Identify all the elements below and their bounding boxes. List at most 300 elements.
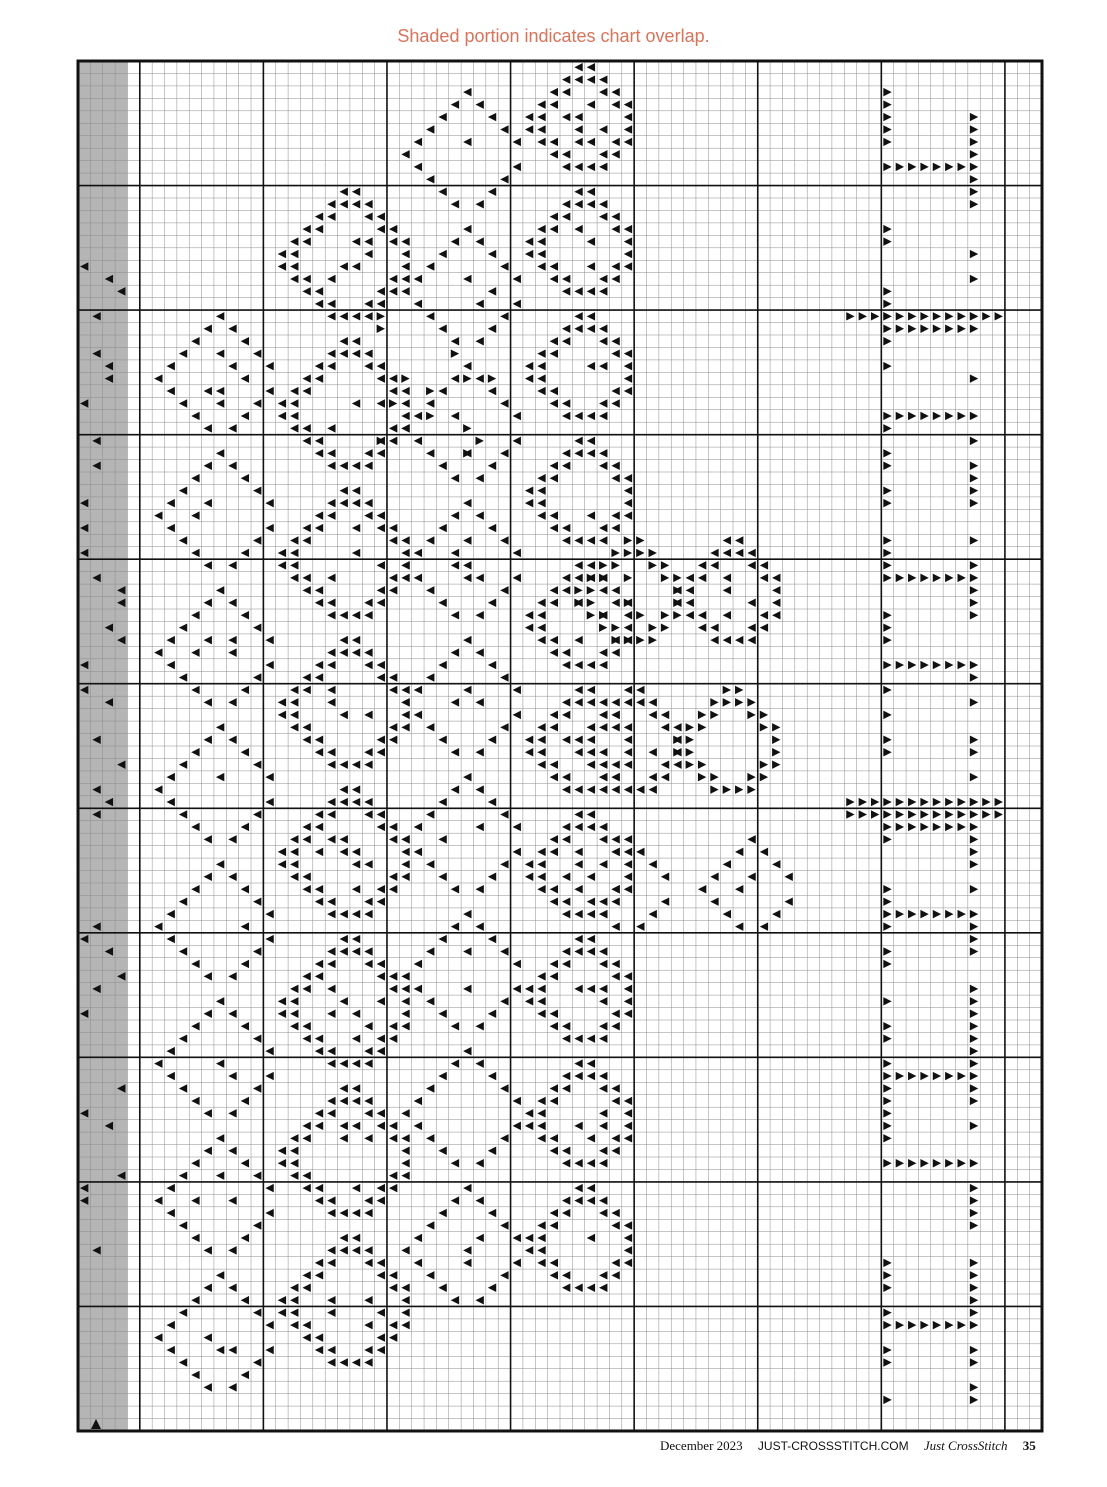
light-stitch-symbol [562,648,570,656]
light-stitch-symbol [599,648,607,656]
dark-stitch-symbol [957,412,965,420]
light-stitch-symbol [451,474,459,482]
light-stitch-symbol [327,511,335,519]
dark-stitch-symbol [970,736,978,744]
light-stitch-symbol [327,312,335,320]
light-stitch-symbol [315,823,323,831]
light-stitch-symbol [241,1234,249,1242]
light-stitch-symbol [302,1022,310,1030]
light-stitch-symbol [302,985,310,993]
light-stitch-symbol [327,1010,335,1018]
light-stitch-symbol [265,524,273,532]
light-stitch-symbol [179,947,187,955]
light-stitch-symbol [389,972,397,980]
light-stitch-symbol [562,1284,570,1292]
light-stitch-symbol [488,387,496,395]
light-stitch-symbol [340,711,348,719]
dark-stitch-symbol [970,1159,978,1167]
dark-stitch-symbol [698,760,706,768]
light-stitch-symbol [463,1246,471,1254]
light-stitch-symbol [340,760,348,768]
light-stitch-symbol [302,1171,310,1179]
light-stitch-symbol [290,723,298,731]
light-stitch-symbol [574,138,582,146]
light-stitch-symbol [204,1010,212,1018]
light-stitch-symbol [624,138,632,146]
light-stitch-symbol [649,748,657,756]
light-stitch-symbol [241,1097,249,1105]
light-stitch-symbol [438,462,446,470]
light-stitch-symbol [624,785,632,793]
light-stitch-symbol [475,1059,483,1067]
light-stitch-symbol [451,1022,459,1030]
light-stitch-symbol [302,387,310,395]
light-stitch-symbol [204,499,212,507]
light-stitch-symbol [352,1246,360,1254]
light-stitch-symbol [389,1134,397,1142]
light-stitch-symbol [401,997,409,1005]
light-stitch-symbol [401,275,409,283]
light-stitch-symbol [401,250,409,258]
dark-stitch-symbol [908,810,916,818]
light-stitch-symbol [253,399,261,407]
light-stitch-symbol [228,1346,236,1354]
light-stitch-symbol [228,1109,236,1117]
dark-stitch-symbol [945,810,953,818]
dark-stitch-symbol [883,1284,891,1292]
dark-stitch-symbol [883,1059,891,1067]
dark-stitch-symbol [970,1010,978,1018]
light-stitch-symbol [389,1034,397,1042]
light-stitch-symbol [747,873,755,881]
light-stitch-symbol [574,1034,582,1042]
dark-stitch-symbol [908,661,916,669]
dark-stitch-symbol [970,848,978,856]
light-stitch-symbol [377,1259,385,1267]
light-stitch-symbol [228,835,236,843]
dark-stitch-symbol [896,1321,904,1329]
light-stitch-symbol [599,212,607,220]
light-stitch-symbol [315,300,323,308]
light-stitch-symbol [537,736,545,744]
light-stitch-symbol [599,985,607,993]
dark-stitch-symbol [970,798,978,806]
light-stitch-symbol [340,910,348,918]
dark-stitch-symbol [970,1184,978,1192]
light-stitch-symbol [302,736,310,744]
light-stitch-symbol [401,1022,409,1030]
light-stitch-symbol [611,785,619,793]
dark-stitch-symbol [970,698,978,706]
dark-stitch-symbol [883,1022,891,1030]
light-stitch-symbol [513,711,521,719]
light-stitch-symbol [290,698,298,706]
dark-stitch-symbol [883,462,891,470]
dark-stitch-symbol [970,985,978,993]
light-stitch-symbol [377,823,385,831]
light-stitch-symbol [550,225,558,233]
light-stitch-symbol [562,835,570,843]
light-stitch-symbol [525,250,533,258]
light-stitch-symbol [167,524,175,532]
dark-stitch-symbol [970,499,978,507]
light-stitch-symbol [587,262,595,270]
light-stitch-symbol [377,399,385,407]
light-stitch-symbol [290,686,298,694]
light-stitch-symbol [167,499,175,507]
light-stitch-symbol [636,686,644,694]
light-stitch-symbol [327,1346,335,1354]
light-stitch-symbol [352,798,360,806]
dark-stitch-symbol [945,1159,953,1167]
light-stitch-symbol [241,823,249,831]
light-stitch-symbol [352,1358,360,1366]
light-stitch-symbol [710,549,718,557]
light-stitch-symbol [574,412,582,420]
light-stitch-symbol [364,1246,372,1254]
light-stitch-symbol [228,462,236,470]
dark-stitch-symbol [760,773,768,781]
light-stitch-symbol [587,736,595,744]
light-stitch-symbol [562,823,570,831]
light-stitch-symbol [537,374,545,382]
light-stitch-symbol [562,586,570,594]
light-stitch-symbol [611,1097,619,1105]
light-stitch-symbol [636,785,644,793]
light-stitch-symbol [340,1234,348,1242]
light-stitch-symbol [599,1147,607,1155]
light-stitch-symbol [414,1122,422,1130]
light-stitch-symbol [290,848,298,856]
dark-stitch-symbol [426,387,434,395]
light-stitch-symbol [488,599,496,607]
light-stitch-symbol [649,773,657,781]
dark-stitch-symbol [957,798,965,806]
light-stitch-symbol [451,337,459,345]
dark-stitch-symbol [970,175,978,183]
light-stitch-symbol [191,511,199,519]
light-stitch-symbol [574,810,582,818]
light-stitch-symbol [377,1308,385,1316]
light-stitch-symbol [191,1159,199,1167]
light-stitch-symbol [154,648,162,656]
dark-stitch-symbol [883,225,891,233]
dark-stitch-symbol [945,798,953,806]
website-link[interactable]: JUST-CROSSSTITCH.COM [757,1439,909,1453]
light-stitch-symbol [475,337,483,345]
dark-stitch-symbol [883,237,891,245]
light-stitch-symbol [463,947,471,955]
dark-stitch-symbol [920,1072,928,1080]
light-stitch-symbol [377,1196,385,1204]
light-stitch-symbol [710,636,718,644]
dark-stitch-symbol [896,810,904,818]
light-stitch-symbol [216,1346,224,1354]
light-stitch-symbol [401,985,409,993]
light-stitch-symbol [550,586,558,594]
dark-stitch-symbol [920,412,928,420]
dark-stitch-symbol [377,325,385,333]
light-stitch-symbol [562,412,570,420]
dark-stitch-symbol [896,1159,904,1167]
light-stitch-symbol [364,910,372,918]
light-stitch-symbol [550,1010,558,1018]
light-stitch-symbol [686,611,694,619]
light-stitch-symbol [611,1134,619,1142]
light-stitch-symbol [574,748,582,756]
light-stitch-symbol [327,1246,335,1254]
dark-stitch-symbol [883,885,891,893]
light-stitch-symbol [327,200,335,208]
dark-stitch-symbol [933,661,941,669]
light-stitch-symbol [735,536,743,544]
dark-stitch-symbol [599,561,607,569]
light-stitch-symbol [550,1221,558,1229]
light-stitch-symbol [562,212,570,220]
light-stitch-symbol [216,1271,224,1279]
dark-stitch-symbol [636,636,644,644]
light-stitch-symbol [340,1059,348,1067]
light-stitch-symbol [525,860,533,868]
light-stitch-symbol [562,785,570,793]
light-stitch-symbol [562,325,570,333]
dark-stitch-symbol [970,1059,978,1067]
light-stitch-symbol [377,287,385,295]
light-stitch-symbol [389,736,397,744]
light-stitch-symbol [204,325,212,333]
dark-stitch-symbol [673,611,681,619]
light-stitch-symbol [315,511,323,519]
light-stitch-symbol [463,910,471,918]
dark-stitch-symbol [883,362,891,370]
light-stitch-symbol [611,599,619,607]
light-stitch-symbol [451,785,459,793]
light-stitch-symbol [537,225,545,233]
dark-stitch-symbol [883,113,891,121]
dark-stitch-symbol [883,486,891,494]
light-stitch-symbol [587,1196,595,1204]
dark-stitch-symbol [661,623,669,631]
dark-stitch-symbol [636,536,644,544]
dark-stitch-symbol [735,686,743,694]
dark-stitch-symbol [735,785,743,793]
light-stitch-symbol [352,349,360,357]
light-stitch-symbol [377,972,385,980]
light-stitch-symbol [290,985,298,993]
light-stitch-symbol [204,1284,212,1292]
light-stitch-symbol [302,275,310,283]
light-stitch-symbol [451,748,459,756]
light-stitch-symbol [513,1234,521,1242]
light-stitch-symbol [599,200,607,208]
dark-stitch-symbol [896,1072,904,1080]
light-stitch-symbol [488,1072,496,1080]
light-stitch-symbol [340,1097,348,1105]
light-stitch-symbol [599,773,607,781]
light-stitch-symbol [735,549,743,557]
light-stitch-symbol [241,474,249,482]
dark-stitch-symbol [871,810,879,818]
light-stitch-symbol [426,1134,434,1142]
light-stitch-symbol [290,711,298,719]
light-stitch-symbol [290,1308,298,1316]
light-stitch-symbol [179,1308,187,1316]
light-stitch-symbol [649,698,657,706]
light-stitch-symbol [191,648,199,656]
light-stitch-symbol [500,860,508,868]
dark-stitch-symbol [957,823,965,831]
light-stitch-symbol [191,823,199,831]
light-stitch-symbol [747,549,755,557]
dark-stitch-symbol [883,1034,891,1042]
light-stitch-symbol [401,1321,409,1329]
light-stitch-symbol [414,275,422,283]
light-stitch-symbol [475,698,483,706]
dark-stitch-symbol [611,623,619,631]
light-stitch-symbol [253,1221,261,1229]
light-stitch-symbol [636,848,644,856]
light-stitch-symbol [438,524,446,532]
light-stitch-symbol [167,1346,175,1354]
light-stitch-symbol [401,848,409,856]
dark-stitch-symbol [920,810,928,818]
light-stitch-symbol [537,885,545,893]
light-stitch-symbol [537,860,545,868]
light-stitch-symbol [451,374,459,382]
light-stitch-symbol [340,337,348,345]
light-stitch-symbol [587,698,595,706]
light-stitch-symbol [587,237,595,245]
dark-stitch-symbol [920,574,928,582]
light-stitch-symbol [488,1147,496,1155]
light-stitch-symbol [599,860,607,868]
light-stitch-symbol [389,225,397,233]
light-stitch-symbol [216,449,224,457]
light-stitch-symbol [352,549,360,557]
dark-stitch-symbol [846,810,854,818]
light-stitch-symbol [438,661,446,669]
dark-stitch-symbol [859,798,867,806]
dark-stitch-symbol [970,835,978,843]
light-stitch-symbol [624,262,632,270]
light-stitch-symbol [500,536,508,544]
light-stitch-symbol [191,1022,199,1030]
light-stitch-symbol [574,287,582,295]
dark-stitch-symbol [957,661,965,669]
light-stitch-symbol [624,748,632,756]
light-stitch-symbol [364,1059,372,1067]
light-stitch-symbol [389,574,397,582]
light-stitch-symbol [265,935,273,943]
light-stitch-symbol [315,1333,323,1341]
light-stitch-symbol [204,1383,212,1391]
light-stitch-symbol [550,511,558,519]
dark-stitch-symbol [970,810,978,818]
light-stitch-symbol [562,449,570,457]
dark-stitch-symbol [933,1159,941,1167]
light-stitch-symbol [599,823,607,831]
light-stitch-symbol [537,250,545,258]
light-stitch-symbol [191,412,199,420]
light-stitch-symbol [253,810,261,818]
light-stitch-symbol [438,387,446,395]
dark-stitch-symbol [970,486,978,494]
light-stitch-symbol [204,873,212,881]
light-stitch-symbol [438,1209,446,1217]
light-stitch-symbol [253,947,261,955]
light-stitch-symbol [364,960,372,968]
light-stitch-symbol [154,1333,162,1341]
light-stitch-symbol [488,1209,496,1217]
light-stitch-symbol [352,337,360,345]
light-stitch-symbol [216,1134,224,1142]
dark-stitch-symbol [970,325,978,333]
light-stitch-symbol [253,1034,261,1042]
light-stitch-symbol [315,449,323,457]
dark-stitch-symbol [970,1321,978,1329]
light-stitch-symbol [327,960,335,968]
light-stitch-symbol [265,798,273,806]
light-stitch-symbol [500,1271,508,1279]
dark-stitch-symbol [673,574,681,582]
light-stitch-symbol [537,972,545,980]
dark-stitch-symbol [883,748,891,756]
light-stitch-symbol [401,1171,409,1179]
light-stitch-symbol [673,723,681,731]
light-stitch-symbol [278,711,286,719]
light-stitch-symbol [611,337,619,345]
dark-stitch-symbol [883,711,891,719]
light-stitch-symbol [327,1047,335,1055]
light-stitch-symbol [611,897,619,905]
light-stitch-symbol [216,387,224,395]
dark-stitch-symbol [933,1072,941,1080]
light-stitch-symbol [587,723,595,731]
light-stitch-symbol [760,574,768,582]
light-stitch-symbol [723,636,731,644]
light-stitch-symbol [191,549,199,557]
light-stitch-symbol [537,125,545,133]
light-stitch-symbol [179,536,187,544]
dark-stitch-symbol [389,399,397,407]
light-stitch-symbol [364,312,372,320]
light-stitch-symbol [562,1159,570,1167]
light-stitch-symbol [290,424,298,432]
dark-stitch-symbol [883,1109,891,1117]
light-stitch-symbol [315,1259,323,1267]
light-stitch-symbol [587,325,595,333]
dark-stitch-symbol [463,374,471,382]
light-stitch-symbol [377,885,385,893]
light-stitch-symbol [290,860,298,868]
light-stitch-symbol [611,723,619,731]
dark-stitch-symbol [698,723,706,731]
light-stitch-symbol [228,1284,236,1292]
light-stitch-symbol [426,810,434,818]
light-stitch-symbol [265,1209,273,1217]
light-stitch-symbol [315,810,323,818]
dark-stitch-symbol [883,897,891,905]
light-stitch-symbol [352,760,360,768]
light-stitch-symbol [278,1308,286,1316]
dark-stitch-symbol [475,437,483,445]
light-stitch-symbol [401,1246,409,1254]
light-stitch-symbol [364,1346,372,1354]
light-stitch-symbol [513,960,521,968]
dark-stitch-symbol [735,698,743,706]
light-stitch-symbol [302,885,310,893]
light-stitch-symbol [550,760,558,768]
